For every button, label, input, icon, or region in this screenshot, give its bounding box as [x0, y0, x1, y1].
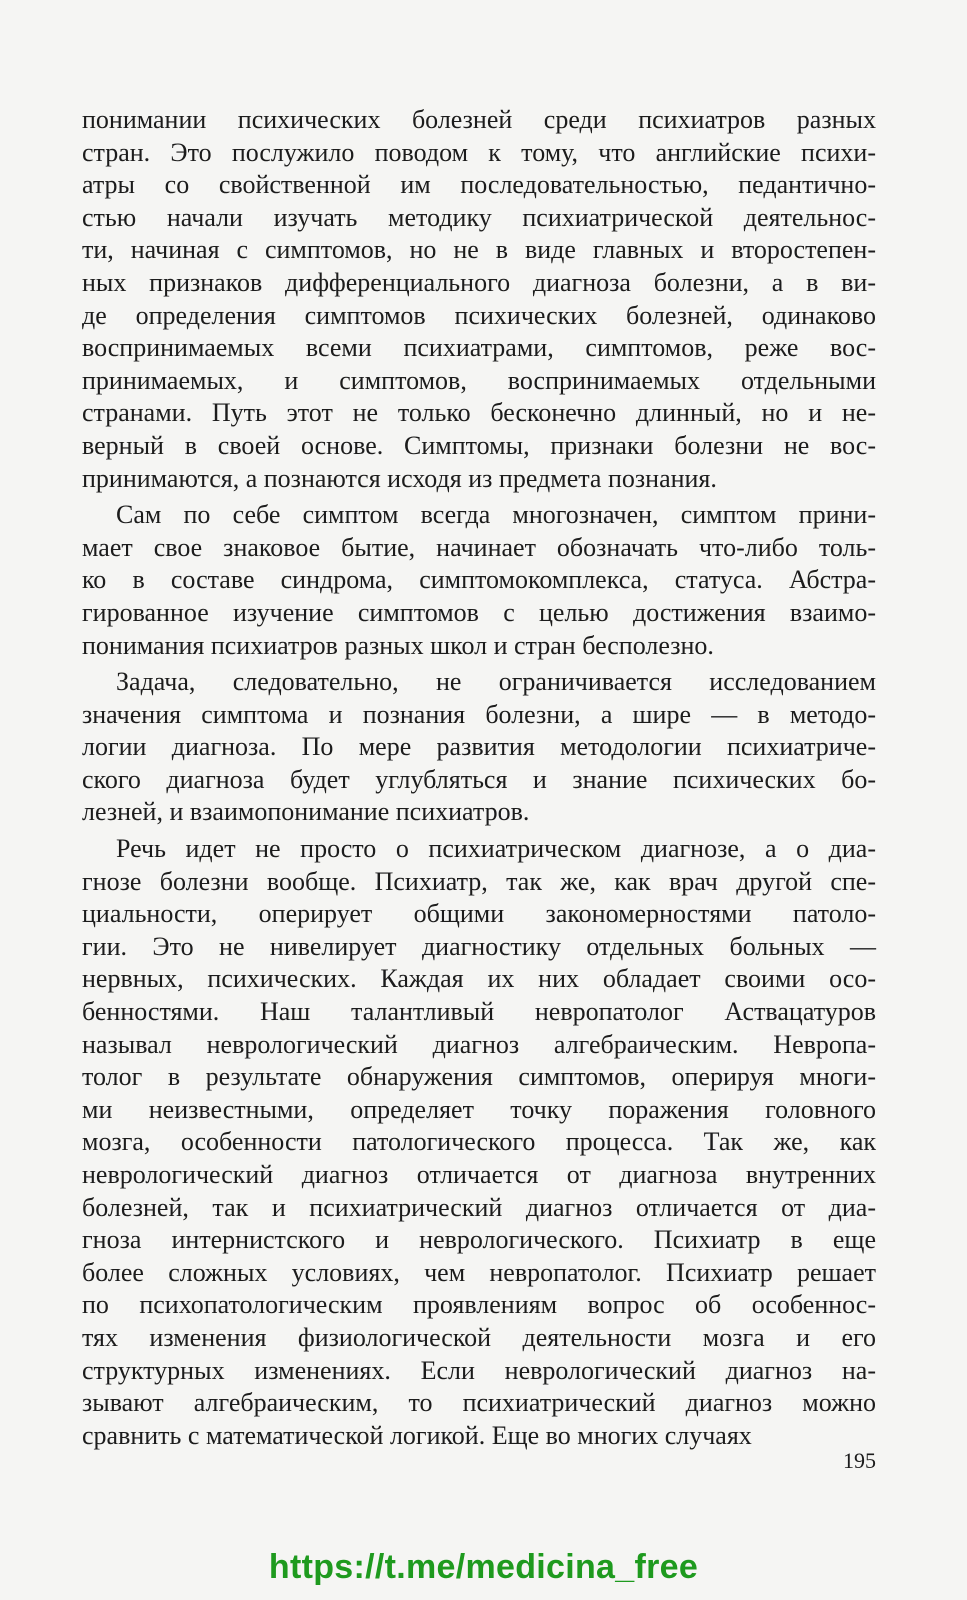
text-line: гноза интернистского и неврологического. Психиатр в еще [82, 1225, 876, 1255]
text-line: бенностями. Наш талантливый невропатолог Аствацатуров [82, 997, 876, 1027]
paragraph [82, 104, 876, 495]
text-line: ко в составе синдрома, симптомокомплекса, статуса. Абстра- [82, 565, 876, 595]
text-line: Задача, следовательно, не ограничивается исследованием [116, 667, 876, 697]
text-line: тях изменения физиологической деятельности мозга и его [82, 1322, 876, 1352]
text-line: циальности, оперирует общими закономерностями патоло- [82, 899, 876, 929]
paragraph [82, 833, 876, 1452]
telegram-link-watermark[interactable]: https://t.me/medicina_free [268, 1548, 699, 1586]
text-line: Речь идет не просто о психиатрическом диагнозе, а о диа- [116, 834, 876, 864]
text-line: ти, начиная с симптомов, но не в виде главных и второстепен- [82, 235, 876, 265]
text-line: называл неврологический диагноз алгебраическим. Невропа- [82, 1029, 876, 1059]
paragraph [82, 666, 876, 829]
text-line: принимаемых, и симптомов, воспринимаемых отдельными [82, 365, 876, 395]
text-line: ми неизвестными, определяет точку поражения головного [82, 1094, 876, 1124]
text-line: странами. Путь этот не только бесконечно длинный, но и не- [82, 398, 876, 428]
text-line: логии диагноза. По мере развития методологии психиатриче- [82, 732, 876, 762]
text-line: неврологический диагноз отличается от диагноза внутренних [82, 1160, 876, 1189]
text-line: структурных изменениях. Если неврологический диагноз на- [82, 1355, 876, 1385]
text-line: более сложных условиях, чем невропатолог. Психиатр решает [82, 1257, 876, 1287]
paragraph [82, 499, 876, 662]
text-line: гии. Это не нивелирует диагностику отдельных больных — [82, 931, 876, 961]
text-line: гнозе болезни вообще. Психиатр, так же, как врач другой спе- [82, 866, 876, 896]
text-line: гированное изучение симптомов с целью достижения взаимо- [82, 597, 876, 627]
text-line: де определения симптомов психических болезней, одинаково [82, 300, 876, 330]
text-line: верный в своей основе. Симптомы, признаки болезни не вос- [82, 430, 876, 460]
text-line: ных признаков дифференциального диагноза болезни, а в ви- [82, 267, 876, 297]
text-line: лезней, и взаимопонимание психиатров. [82, 797, 530, 827]
text-line: стран. Это послужило поводом к тому, что английские психи- [82, 137, 876, 167]
text-line: понимании психических болезней среди психиатров разных [82, 105, 876, 134]
text-line: воспринимаемых всеми психиатрами, симптомов, реже вос- [82, 333, 876, 363]
text-line: толог в результате обнаружения симптомов, оперируя многи- [82, 1062, 876, 1092]
text-line: атры со свойственной им последовательностью, педантично- [82, 170, 876, 200]
text-line: по психопатологическим проявлениям вопрос об особеннос- [82, 1290, 876, 1320]
text-line: значения симптома и познания болезни, а шире — в методо- [82, 699, 876, 729]
page-number: 195 [843, 1448, 876, 1473]
text-line: стью начали изучать методику психиатрической деятельнос- [82, 202, 876, 232]
text-line: мает свое знаковое бытие, начинает обозначать что-либо толь- [82, 532, 876, 562]
text-line: сравнить с математической логикой. Еще во многих случаях [82, 1420, 752, 1450]
text-line: болезней, так и психиатрический диагноз отличается от диа- [82, 1192, 876, 1222]
text-line: мозга, особенности патологического процесса. Так же, как [82, 1127, 876, 1157]
body-text [82, 104, 876, 1452]
text-line: принимаются, а познаются исходя из предмета познания. [82, 463, 717, 493]
text-line: понимания психиатров разных школ и стран бесполезно. [82, 630, 714, 660]
text-line: Сам по себе симптом всегда многозначен, симптом прини- [116, 500, 876, 530]
text-line: нервных, психических. Каждая их них обладает своими осо- [82, 964, 876, 994]
text-line: ского диагноза будет углубляться и знание психических бо- [82, 764, 876, 794]
text-line: зывают алгебраическим, то психиатрический диагноз можно [82, 1388, 876, 1418]
